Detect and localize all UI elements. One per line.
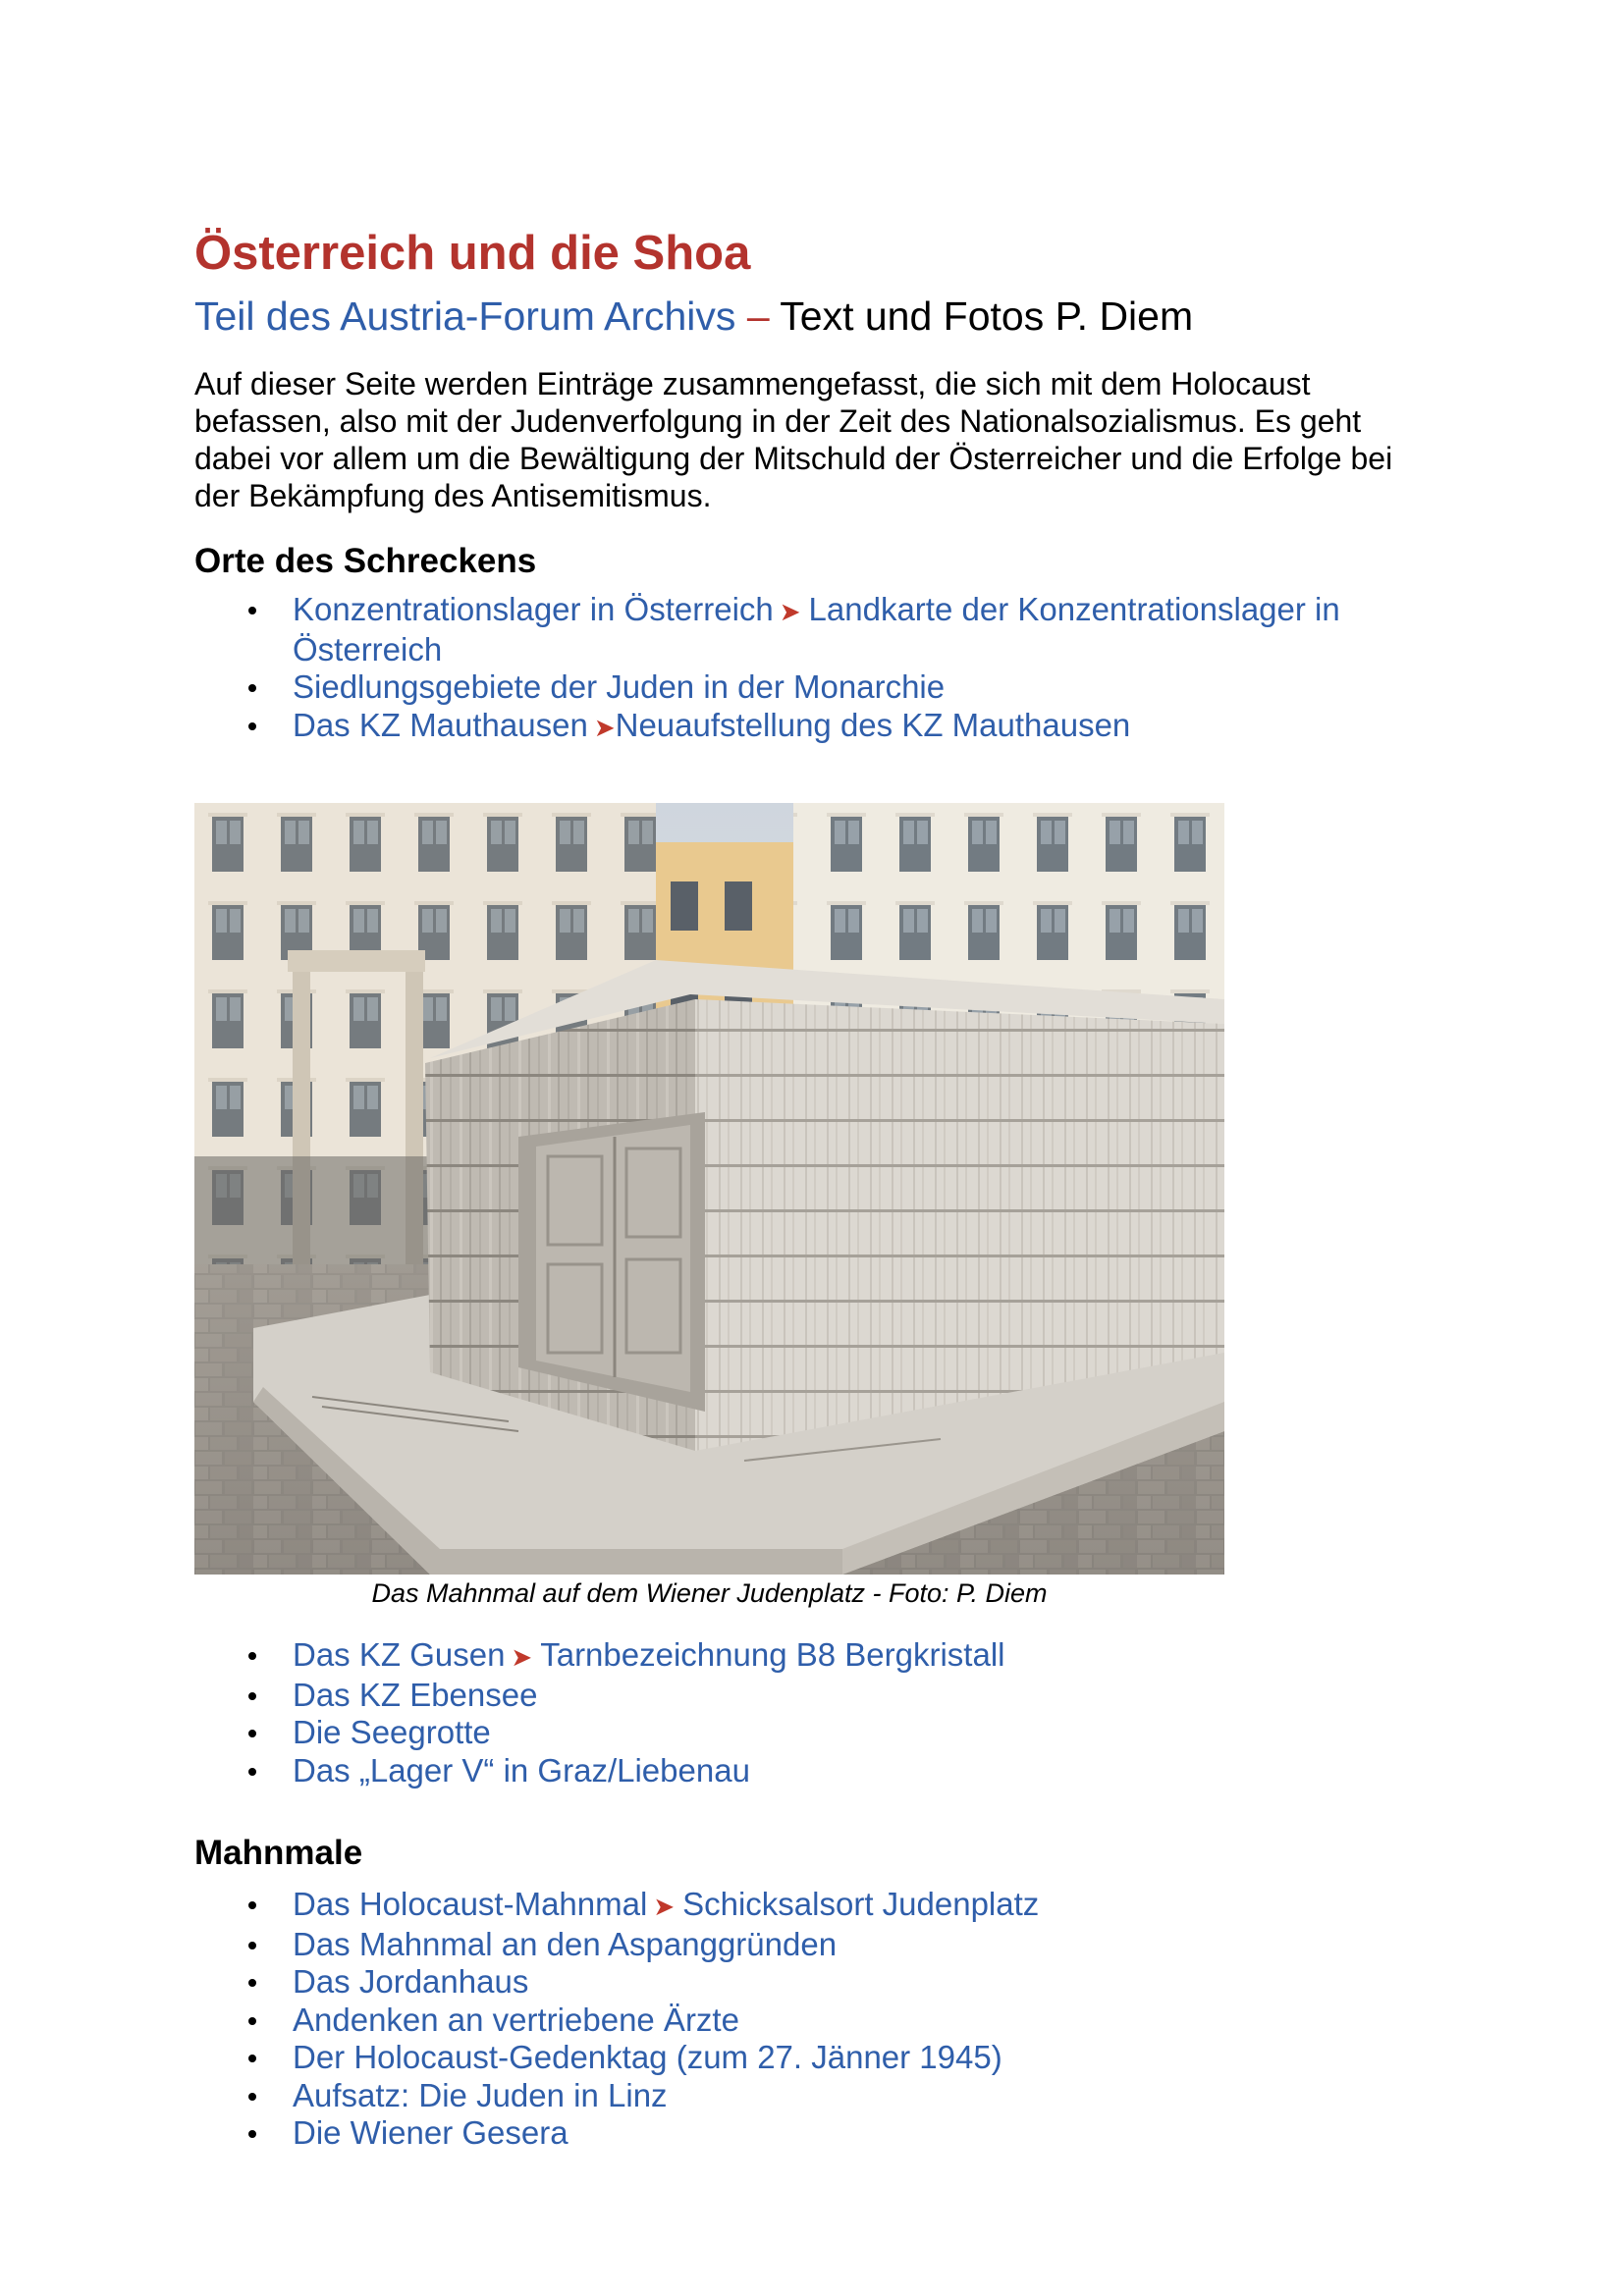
list-item	[293, 1963, 1530, 2002]
list-item	[293, 1752, 1530, 1790]
list-item	[293, 707, 1432, 747]
link-kz-mauthausen[interactable]: Das KZ Mauthausen	[293, 706, 588, 743]
section-heading-mahnmale: Mahnmale	[194, 1834, 363, 1872]
list-item	[293, 1926, 1530, 1964]
red-arrow-icon: ➤	[511, 1642, 533, 1672]
list-item	[293, 591, 1432, 668]
link-schicksalsort[interactable]: Schicksalsort Judenplatz	[682, 1886, 1040, 1922]
link-siedlungsgebiete[interactable]: Siedlungsgebiete der Juden in der Monarchie	[293, 668, 946, 705]
link-kz-ebensee[interactable]: Das KZ Ebensee	[293, 1676, 538, 1713]
photo-caption: Das Mahnmal auf dem Wiener Judenplatz - Foto: P. Diem	[371, 1578, 1048, 1608]
link-juden-linz[interactable]: Aufsatz: Die Juden in Linz	[293, 2076, 668, 2113]
list-orte-continued	[194, 1636, 1530, 1789]
list-item	[293, 1714, 1530, 1752]
link-landkarte[interactable]: Landkarte der Konzentrationslager in Österreich	[293, 591, 1340, 667]
list-item	[293, 2039, 1530, 2077]
memorial-photo	[194, 803, 1224, 1575]
subtitle-credit: Text und Fotos P. Diem	[780, 294, 1194, 339]
link-vertriebene-aerzte[interactable]: Andenken an vertriebene Ärzte	[293, 2001, 739, 2038]
list-item	[293, 668, 1432, 707]
list-item	[293, 2114, 1530, 2153]
intro-paragraph: Auf dieser Seite werden Einträge zusammengefasst, die sich mit dem Holocaust befassen, also mit der Judenverfolgung in der Zeit des Nationalsozialismus. Es geht dabei vor allem um die Bewältigung der Mitschuld der Österreicher und die Erfolge bei der Bekämpfung des Antisemitismus.	[194, 366, 1393, 513]
document-page	[194, 224, 1432, 2151]
page-subtitle	[194, 291, 1432, 342]
link-seegrotte[interactable]: Die Seegrotte	[293, 1714, 491, 1750]
link-tarnbezeichnung[interactable]: Tarnbezeichnung B8 Bergkristall	[540, 1636, 1005, 1673]
red-arrow-icon: ➤	[779, 597, 801, 626]
list-item	[293, 1886, 1530, 1926]
link-kz-gusen[interactable]: Das KZ Gusen	[293, 1636, 506, 1673]
subtitle-dash: –	[746, 294, 770, 339]
link-holocaust-mahnmal[interactable]: Das Holocaust-Mahnmal	[293, 1886, 648, 1922]
red-arrow-icon: ➤	[593, 712, 616, 742]
archive-link[interactable]: Teil des Austria-Forum Archivs	[194, 294, 736, 339]
list-item	[293, 2002, 1530, 2040]
link-wiener-gesera[interactable]: Die Wiener Gesera	[293, 2114, 568, 2151]
list-item	[293, 2077, 1530, 2115]
link-aspanggruende[interactable]: Das Mahnmal an den Aspanggründen	[293, 1925, 838, 1962]
red-arrow-icon: ➤	[653, 1892, 676, 1921]
list-item	[293, 1677, 1530, 1715]
link-jordanhaus[interactable]: Das Jordanhaus	[293, 1963, 529, 2000]
section-heading-orte: Orte des Schreckens	[194, 542, 537, 580]
page-title: Österreich und die Shoa	[194, 227, 751, 280]
list-item	[293, 1636, 1530, 1677]
link-neuaufstellung[interactable]: Neuaufstellung des KZ Mauthausen	[615, 706, 1131, 743]
list-mahnmale	[194, 1886, 1530, 2153]
link-gedenktag[interactable]: Der Holocaust-Gedenktag (zum 27. Jänner 1945)	[293, 2039, 1002, 2075]
link-lager-v[interactable]: Das „Lager V“ in Graz/Liebenau	[293, 1751, 750, 1789]
link-konzentrationslager[interactable]: Konzentrationslager in Österreich	[293, 591, 774, 627]
list-orte	[194, 591, 1432, 746]
